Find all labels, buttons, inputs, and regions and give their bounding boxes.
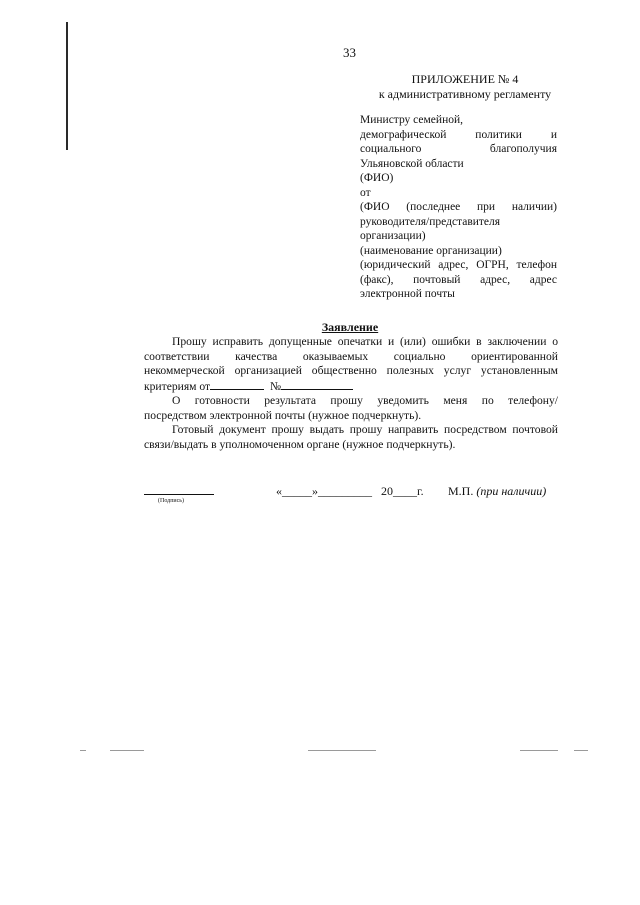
statement-line: некоммерческой организацией общественно полезных услуг установленным: [144, 364, 558, 377]
addressee-line: социального благополучия: [360, 143, 557, 155]
statement-title: Заявление: [321, 320, 379, 334]
stamp-label: М.П.: [448, 484, 477, 498]
criteria-prefix: критериям от: [144, 379, 211, 393]
addressee-line: организации): [360, 230, 426, 242]
addressee-line: (юридический адрес, ОГРН, телефон: [360, 259, 557, 271]
addressee-block: [360, 113, 557, 302]
date-field: «_____»_________ 20____г.: [276, 484, 424, 498]
signature-line: [144, 494, 214, 495]
signature-label: (Подпись): [158, 498, 185, 504]
appendix-title: ПРИЛОЖЕНИЕ № 4: [411, 72, 519, 86]
statement-line: Готовый документ прошу выдать прошу направить посредством почтовой: [172, 423, 558, 436]
addressee-line: электронной почты: [360, 288, 455, 300]
number-blank: [281, 379, 353, 390]
scan-artifact: [110, 750, 144, 751]
scan-artifact: [80, 750, 86, 751]
page-number: 33: [343, 45, 356, 60]
addressee-line: (ФИО (последнее при наличии): [360, 201, 557, 213]
addressee-line: демографической политики и: [360, 128, 557, 141]
statement-line: соответствии качества оказываемых социально ориентированной: [144, 349, 558, 363]
statement-body: [144, 335, 558, 452]
statement-line: связи/выдать в уполномоченном органе (нужное подчеркнуть).: [144, 437, 456, 451]
stamp-note: (при наличии): [476, 484, 547, 498]
statement-line: Прошу исправить допущенные опечатки и (или) ошибки в заключении о: [172, 335, 558, 348]
addressee-line: от: [360, 186, 371, 199]
scan-artifact: [574, 750, 588, 751]
addressee-line: руководителя/представителя: [360, 215, 501, 228]
addressee-line: Министру семейной,: [360, 114, 464, 126]
addressee-line: Ульяновской области: [360, 157, 464, 170]
criteria-line: [144, 379, 558, 395]
scan-artifact: [520, 750, 558, 751]
appendix-subtitle: к административному регламенту: [378, 87, 552, 101]
stamp-field: [448, 484, 546, 499]
date-blank: [210, 379, 264, 390]
addressee-line: (ФИО): [360, 172, 394, 184]
margin-line: [66, 22, 68, 150]
addressee-line: (факс), почтовый адрес, адрес: [360, 273, 557, 286]
statement-line: О готовности результата прошу уведомить меня по телефону/: [172, 394, 558, 407]
number-sign: №: [269, 379, 281, 393]
addressee-line: (наименование организации): [360, 244, 502, 257]
scan-artifact: [308, 750, 376, 751]
appendix-header: [360, 72, 570, 102]
statement-line: посредством электронной почты (нужное подчеркнуть).: [144, 408, 422, 422]
